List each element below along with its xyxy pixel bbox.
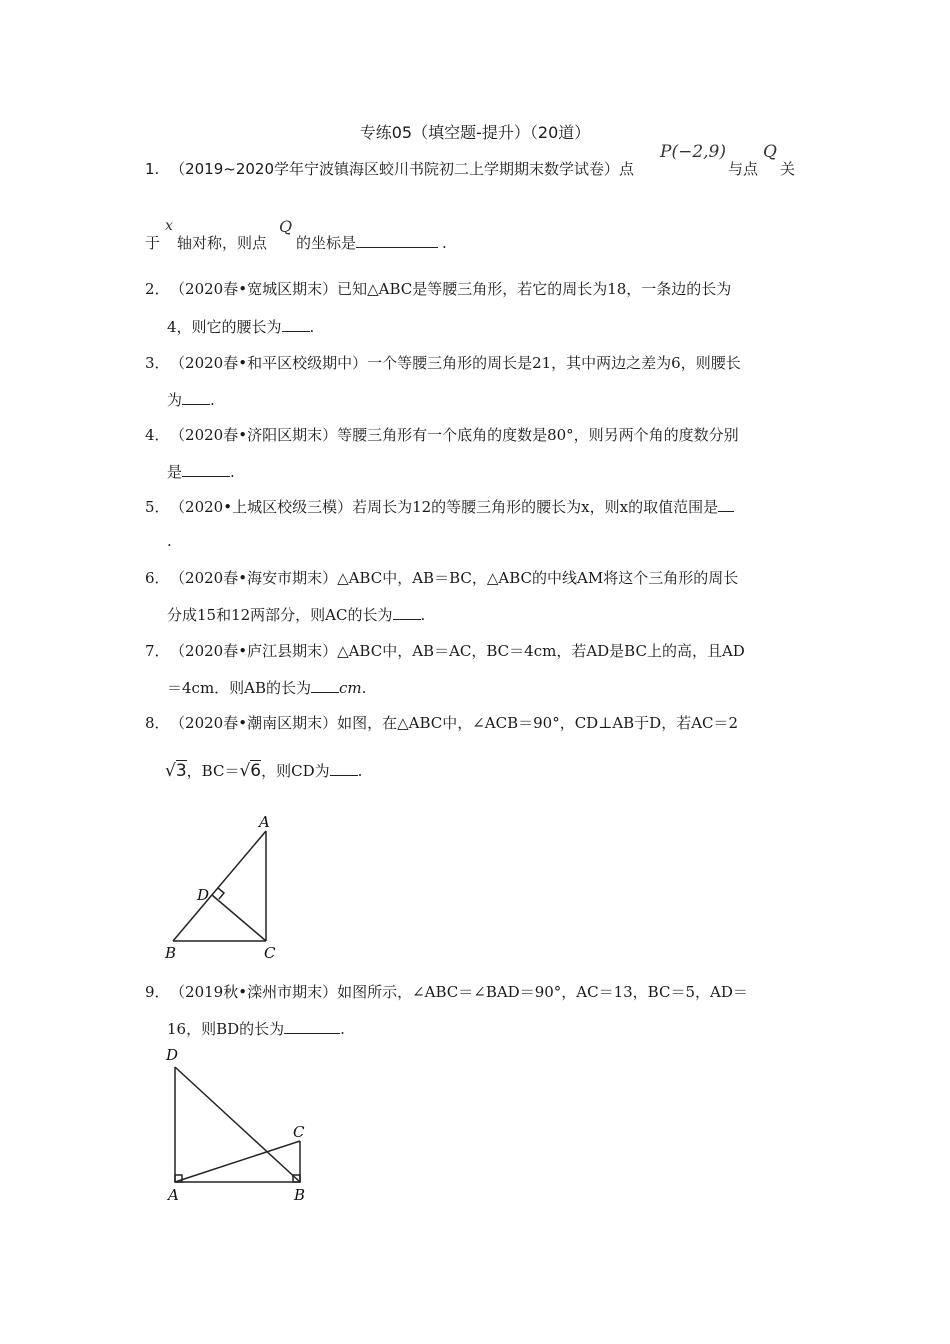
question-1-line-1 — [145, 158, 634, 179]
question-6-line-1 — [145, 567, 738, 588]
question-3-line-2 — [167, 389, 215, 410]
question-5-number: 5． — [145, 498, 170, 516]
answer-blank[interactable] — [393, 605, 421, 620]
question-7-text: （2020春•庐江县期末）△ABC中，AB＝AC，BC＝4cm，若AD是BC上的高，且AD — [177, 642, 745, 660]
answer-blank[interactable] — [356, 233, 438, 248]
question-1-line2-suffix — [296, 232, 447, 253]
sqrt-6-radicand: 6 — [250, 761, 262, 781]
question-5-line-1 — [145, 496, 734, 517]
segment-bd — [175, 1067, 300, 1182]
question-9-text-2: 16，则BD的长为 — [167, 1020, 285, 1038]
vertex-a-label: A — [168, 1186, 179, 1204]
question-4-line-1 — [145, 424, 739, 445]
answer-blank[interactable] — [282, 317, 310, 332]
period: . — [357, 762, 363, 780]
question-7-number: 7． — [145, 642, 170, 660]
question-1-source: （2019~2020学年宁波镇海区蛟川书院初二上学期期末数学试卷）点 — [170, 160, 635, 178]
segment-cd — [212, 895, 266, 941]
point-p-expression: P(−2,9) — [660, 142, 726, 162]
question-6-line-2 — [167, 604, 425, 625]
question-9-line-2 — [167, 1018, 345, 1039]
answer-blank[interactable] — [182, 462, 230, 477]
answer-blank[interactable] — [182, 390, 210, 405]
bc-label: ，BC＝ — [186, 762, 240, 780]
question-3-line-1 — [145, 352, 741, 373]
question-7-line-2 — [167, 677, 366, 698]
question-9-number: 9． — [145, 983, 170, 1001]
variable-x: x — [165, 218, 173, 234]
vertex-c-label: C — [293, 1123, 305, 1141]
question-2-line-1 — [145, 278, 731, 299]
period: . — [361, 679, 367, 697]
question-8-text: （2020春•潮南区期末）如图，在△ABC中，∠ACB＝90°，CD⊥AB于D，若AC＝2 — [177, 714, 739, 732]
question-9-text: （2019秋•滦州市期末）如图所示，∠ABC＝∠BAD＝90°，AC＝13，BC＝5，AD＝ — [177, 983, 748, 1001]
question-5-period: . — [167, 532, 172, 550]
question-6-text-2: 分成15和12两部分，则AC的长为 — [167, 606, 393, 624]
vertex-a-label: A — [259, 813, 270, 831]
page-title: 专练05（填空题-提升）（20道） — [359, 123, 591, 142]
side-ab — [173, 831, 266, 941]
question-3-number: 3． — [145, 354, 170, 372]
answer-blank[interactable] — [284, 1019, 340, 1034]
vertex-c-label: C — [264, 944, 276, 962]
period: . — [309, 318, 315, 336]
question-2-text-2: 4，则它的腰长为 — [167, 318, 282, 336]
question-8-line-1 — [145, 712, 738, 733]
vertex-d-label: D — [197, 886, 210, 904]
question-9-line-1 — [145, 981, 748, 1002]
question-2-text: （2020春•宽城区期末）已知△ABC是等腰三角形，若它的周长为18，一条边的长为 — [177, 280, 732, 298]
question-1-mid-text: 与点 — [728, 160, 759, 178]
question-4-text-2: 是 — [167, 463, 183, 481]
period: . — [442, 234, 447, 252]
unit-cm: cm — [339, 679, 362, 697]
answer-blank[interactable] — [311, 678, 339, 693]
question-7-line-1 — [145, 640, 745, 661]
answer-blank[interactable] — [330, 761, 358, 776]
coordinate-prompt: 的坐标是 — [296, 234, 357, 252]
period: . — [210, 391, 215, 409]
period: . — [340, 1020, 345, 1038]
figure-q8-triangle — [160, 810, 290, 965]
vertex-d-label: D — [166, 1046, 179, 1064]
question-6-number: 6． — [145, 569, 170, 587]
question-7-text-2: ＝4cm．则AB的长为 — [167, 679, 312, 697]
vertex-b-label: B — [165, 944, 177, 962]
question-1-line2-middle: 轴对称，则点 — [177, 234, 268, 252]
question-4-line-2 — [167, 461, 235, 482]
question-1-end-text: 关 — [780, 160, 796, 178]
answer-blank[interactable] — [718, 497, 734, 512]
question-5-text: （2020•上城区校级三模）若周长为12的等腰三角形的腰长为x，则x的取值范围是 — [177, 498, 719, 516]
question-8-line-2 — [165, 760, 362, 781]
point-q-label-2: Q — [279, 217, 293, 236]
question-8-number: 8． — [145, 714, 170, 732]
vertex-b-label: B — [294, 1186, 306, 1204]
question-2-number: 2． — [145, 280, 170, 298]
question-1-line2-prefix: 于 — [145, 234, 161, 252]
figure-q9-diagram — [160, 1042, 320, 1207]
question-8-tail: ，则CD为 — [261, 762, 330, 780]
right-angle-mark — [218, 888, 224, 899]
question-3-text: （2020春•和平区校级期中）一个等腰三角形的周长是21，其中两边之差为6，则腰长 — [177, 354, 741, 372]
question-2-line-2 — [167, 316, 314, 337]
sqrt-symbol: √ — [165, 761, 176, 781]
segment-ac — [175, 1141, 300, 1182]
question-3-text-2: 为 — [167, 391, 183, 409]
question-4-text: （2020春•济阳区期末）等腰三角形有一个底角的度数是80°，则另两个角的度数分别 — [177, 426, 739, 444]
period: . — [230, 463, 235, 481]
question-1-number: 1. — [145, 160, 160, 178]
question-4-number: 4． — [145, 426, 170, 444]
question-6-text: （2020春•海安市期末）△ABC中，AB＝BC，△ABC的中线AM将这个三角形的周长 — [177, 569, 739, 587]
sqrt-3-radicand: 3 — [175, 761, 187, 781]
point-q-label: Q — [763, 142, 777, 162]
period: . — [420, 606, 426, 624]
sqrt-symbol: √ — [239, 761, 251, 781]
